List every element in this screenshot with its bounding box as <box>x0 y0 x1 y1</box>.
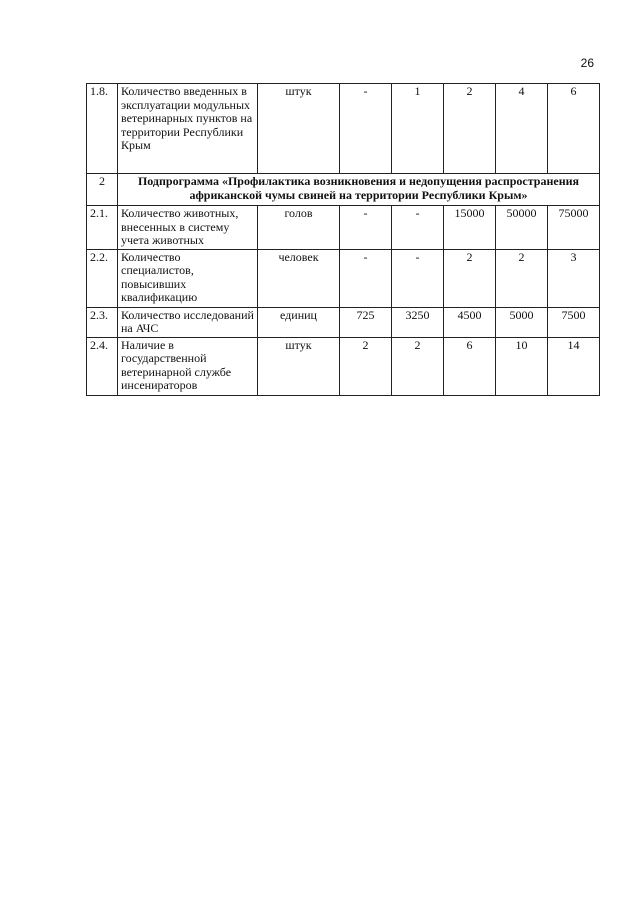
indicators-table <box>86 83 600 396</box>
row-number: 2.4. <box>87 337 118 395</box>
value-cell: 50000 <box>496 206 548 250</box>
unit-cell: единиц <box>258 307 340 337</box>
table-row <box>87 337 600 395</box>
indicator-name: Количество специалистов, повысивших квалификацию <box>118 249 258 307</box>
table-row <box>87 84 600 174</box>
value-cell: - <box>340 206 392 250</box>
table-row <box>87 249 600 307</box>
value-cell: 10 <box>496 337 548 395</box>
value-cell: 2 <box>444 249 496 307</box>
value-cell: 3250 <box>392 307 444 337</box>
unit-cell: человек <box>258 249 340 307</box>
section-row <box>87 174 600 206</box>
row-number: 1.8. <box>87 84 118 174</box>
value-cell: 7500 <box>548 307 600 337</box>
indicator-name: Количество исследований на АЧС <box>118 307 258 337</box>
value-cell: 6 <box>444 337 496 395</box>
value-cell: 5000 <box>496 307 548 337</box>
row-number: 2.3. <box>87 307 118 337</box>
value-cell: - <box>340 84 392 174</box>
value-cell: - <box>392 206 444 250</box>
indicator-name: Количество животных, внесенных в систему учета животных <box>118 206 258 250</box>
value-cell: 2 <box>444 84 496 174</box>
value-cell: 75000 <box>548 206 600 250</box>
indicator-name: Наличие в государственной ветеринарной службе инсенираторов <box>118 337 258 395</box>
value-cell: 725 <box>340 307 392 337</box>
unit-cell: штук <box>258 337 340 395</box>
value-cell: 1 <box>392 84 444 174</box>
value-cell: 4500 <box>444 307 496 337</box>
value-cell: 15000 <box>444 206 496 250</box>
page-number: 26 <box>580 56 594 70</box>
value-cell: - <box>340 249 392 307</box>
value-cell: 4 <box>496 84 548 174</box>
section-number: 2 <box>87 174 118 206</box>
value-cell: 2 <box>340 337 392 395</box>
section-title: Подпрограмма «Профилактика возникновения и недопущения распространения африканской чумы свиней на территории Республики Крым» <box>118 174 600 206</box>
table-row <box>87 206 600 250</box>
value-cell: 14 <box>548 337 600 395</box>
value-cell: 2 <box>496 249 548 307</box>
value-cell: 3 <box>548 249 600 307</box>
value-cell: 6 <box>548 84 600 174</box>
table-row <box>87 307 600 337</box>
value-cell: 2 <box>392 337 444 395</box>
unit-cell: штук <box>258 84 340 174</box>
unit-cell: голов <box>258 206 340 250</box>
row-number: 2.2. <box>87 249 118 307</box>
row-number: 2.1. <box>87 206 118 250</box>
indicator-name: Количество введенных в эксплуатации модульных ветеринарных пунктов на территории Республики Крым <box>118 84 258 174</box>
value-cell: - <box>392 249 444 307</box>
